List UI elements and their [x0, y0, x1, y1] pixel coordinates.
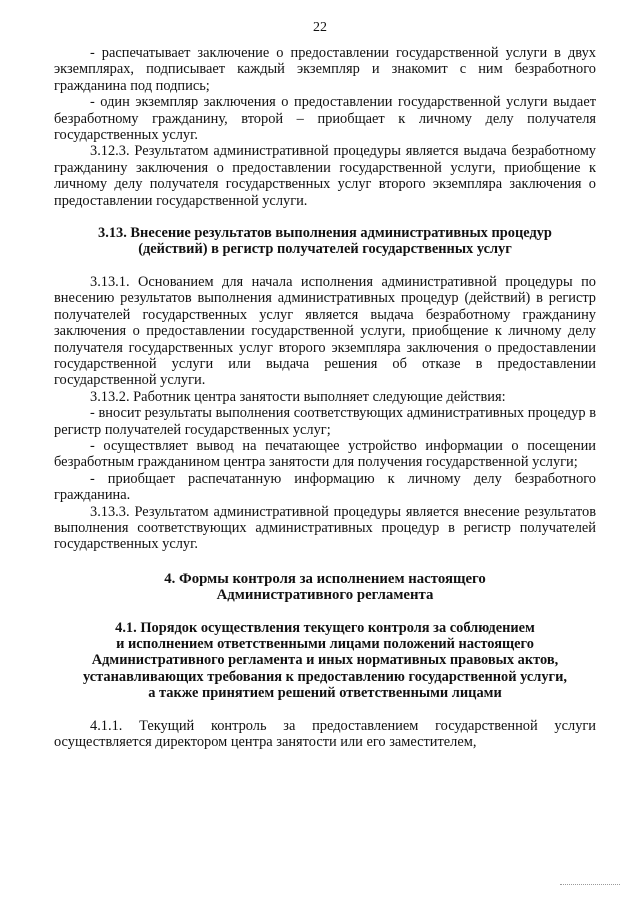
section-3-13-heading-line1: 3.13. Внесение результатов выполнения административных процедур — [98, 225, 552, 242]
section-4-heading-line2: Административного регламента — [216, 587, 434, 604]
paragraph-print-conclusion: - распечатывает заключение о предоставлении государственной услуги в двух экземплярах, подписывает каждый экземпляр и знакомит с ним безработного гражданина под подпись; — [54, 45, 596, 94]
section-4-1-heading-line1: 4.1. Порядок осуществления текущего контроля за соблюдением — [115, 619, 535, 636]
paragraph-3-12-3: 3.12.3. Результатом административной процедуры является выдача безработному гражданину заключения о предоставлении государственной услуги, приобщение к личному делу получателя государственных услуг второго экземпляра заключения о предоставлении государственной услуги. — [54, 143, 596, 209]
scan-artifact — [560, 884, 620, 887]
paragraph-print-info: - осуществляет вывод на печатающее устройство информации о посещении безработным гражданином центра занятости для получения государственной услуги; — [54, 437, 596, 471]
paragraph-4-1-1: 4.1.1. Текущий контроль за предоставлением государственной услуги осуществляется директором центра занятости или его заместителем, — [54, 717, 596, 751]
section-4-1-heading-line3: Административного регламента и иных нормативных правовых актов, — [91, 652, 559, 669]
section-4-1-heading-line2: и исполнением ответственными лицами положений настоящего — [116, 636, 534, 652]
section-4-1-heading-line5: а также принятием решений ответственными лицами — [148, 685, 502, 702]
paragraph-3-13-3: 3.13.3. Результатом административной процедуры является внесение результатов выполнения соответствующих административных процедур в регистр получателей государственных услуг. — [54, 503, 596, 553]
section-4-heading — [54, 571, 596, 604]
section-3-13-heading-line2: (действий) в регистр получателей государственных услуг — [138, 241, 512, 258]
section-3-13-heading — [54, 225, 596, 258]
section-4-1-heading — [54, 620, 596, 702]
section-4-1-heading-line4: устанавливающих требования к предоставлению государственной услуги, — [83, 668, 567, 685]
paragraph-3-13-2: 3.13.2. Работник центра занятости выполняет следующие действия: — [90, 388, 506, 405]
paragraph-attach-info: - приобщает распечатанную информацию к личному делу безработного гражданина. — [54, 470, 596, 504]
section-4-heading-line1: 4. Формы контроля за исполнением настоящего — [164, 570, 486, 587]
paragraph-3-13-1: 3.13.1. Основанием для начала исполнения административной процедуры по внесению результатов выполнения административных процедур (действий) в регистр получателей государственных услуг является выдача безработному гражданину заключения о предоставлении государственной услуги, приобщение к личному делу получателя государственных услуг второго экземпляра заключения о предоставлении государственной услуги или выдача решения об отказе в предоставлении государственной услуги. — [54, 273, 596, 389]
paragraph-enter-results: - вносит результаты выполнения соответствующих административных процедур в регистр получателей государственных услуг; — [54, 405, 596, 438]
page-number: 22 — [313, 20, 327, 35]
paragraph-issue-copy: - один экземпляр заключения о предоставлении государственной услуги выдает безработному гражданину, второй – приобщает к личному делу получателя государственных услуг. — [54, 94, 596, 144]
page-content — [54, 45, 596, 750]
